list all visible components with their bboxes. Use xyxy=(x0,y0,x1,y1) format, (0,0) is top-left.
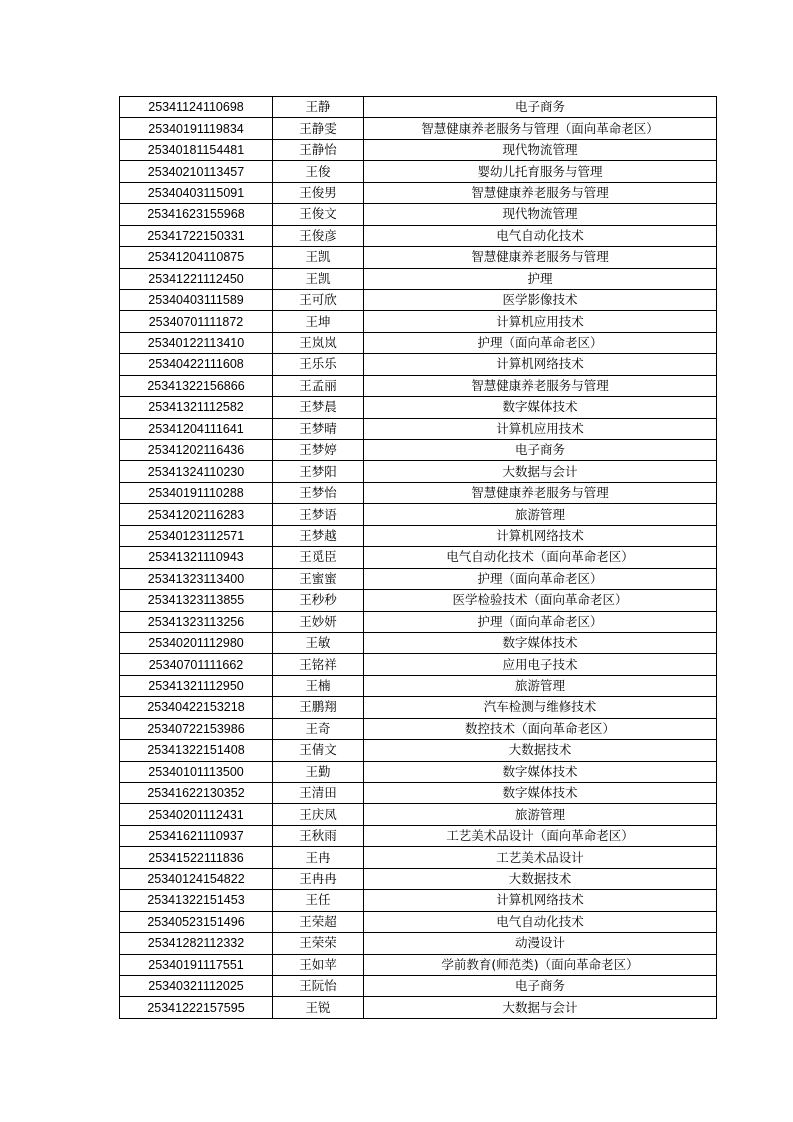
student-name-cell: 王敏 xyxy=(273,632,364,653)
table-row xyxy=(120,268,717,289)
table-row xyxy=(120,740,717,761)
major-cell: 计算机网络技术 xyxy=(364,525,717,546)
candidate-number-cell: 25341204110875 xyxy=(120,247,273,268)
major-cell: 计算机网络技术 xyxy=(364,354,717,375)
candidate-number-cell: 25341323113400 xyxy=(120,568,273,589)
student-name-cell: 王静 xyxy=(273,97,364,118)
candidate-number-cell: 25341622130352 xyxy=(120,783,273,804)
student-name-cell: 王凯 xyxy=(273,247,364,268)
table-row xyxy=(120,911,717,932)
table-row xyxy=(120,611,717,632)
student-name-cell: 王俊彦 xyxy=(273,225,364,246)
major-cell: 医学检验技术（面向革命老区） xyxy=(364,590,717,611)
candidate-number-cell: 25340123112571 xyxy=(120,525,273,546)
major-cell: 计算机应用技术 xyxy=(364,418,717,439)
major-cell: 护理（面向革命老区） xyxy=(364,611,717,632)
student-name-cell: 王坤 xyxy=(273,311,364,332)
table-row xyxy=(120,718,717,739)
table-row xyxy=(120,568,717,589)
candidate-number-cell: 25340210113457 xyxy=(120,161,273,182)
student-name-cell: 王俊文 xyxy=(273,204,364,225)
major-cell: 智慧健康养老服务与管理 xyxy=(364,247,717,268)
table-row xyxy=(120,311,717,332)
table-row xyxy=(120,332,717,353)
candidate-number-cell: 25341124110698 xyxy=(120,97,273,118)
major-cell: 旅游管理 xyxy=(364,504,717,525)
major-cell: 智慧健康养老服务与管理（面向革命老区） xyxy=(364,118,717,139)
student-name-cell: 王乐乐 xyxy=(273,354,364,375)
candidate-number-cell: 25340201112431 xyxy=(120,804,273,825)
table-row xyxy=(120,547,717,568)
candidate-number-cell: 25340191119834 xyxy=(120,118,273,139)
table-row xyxy=(120,525,717,546)
candidate-number-cell: 25340101113500 xyxy=(120,761,273,782)
major-cell: 数字媒体技术 xyxy=(364,397,717,418)
major-cell: 计算机应用技术 xyxy=(364,311,717,332)
major-cell: 婴幼儿托育服务与管理 xyxy=(364,161,717,182)
candidate-number-cell: 25341321112950 xyxy=(120,675,273,696)
student-name-cell: 王倩文 xyxy=(273,740,364,761)
major-cell: 学前教育(师范类)（面向革命老区） xyxy=(364,954,717,975)
candidate-number-cell: 25341623155968 xyxy=(120,204,273,225)
candidate-number-cell: 25341722150331 xyxy=(120,225,273,246)
table-row xyxy=(120,804,717,825)
table-row xyxy=(120,161,717,182)
roster-table-body xyxy=(120,97,717,1019)
student-name-cell: 王荣超 xyxy=(273,911,364,932)
table-row xyxy=(120,975,717,996)
student-name-cell: 王清田 xyxy=(273,783,364,804)
candidate-number-cell: 25341322151408 xyxy=(120,740,273,761)
major-cell: 大数据技术 xyxy=(364,740,717,761)
student-name-cell: 王俊 xyxy=(273,161,364,182)
major-cell: 医学影像技术 xyxy=(364,289,717,310)
student-name-cell: 王凯 xyxy=(273,268,364,289)
student-name-cell: 王静雯 xyxy=(273,118,364,139)
candidate-number-cell: 25340422111608 xyxy=(120,354,273,375)
table-row xyxy=(120,675,717,696)
table-row xyxy=(120,247,717,268)
candidate-number-cell: 25340191110288 xyxy=(120,482,273,503)
major-cell: 数字媒体技术 xyxy=(364,783,717,804)
student-name-cell: 王静怡 xyxy=(273,139,364,160)
major-cell: 动漫设计 xyxy=(364,933,717,954)
table-row xyxy=(120,440,717,461)
table-row xyxy=(120,654,717,675)
table-row xyxy=(120,225,717,246)
table-row xyxy=(120,97,717,118)
table-row xyxy=(120,590,717,611)
candidate-number-cell: 25341202116283 xyxy=(120,504,273,525)
table-row xyxy=(120,783,717,804)
major-cell: 现代物流管理 xyxy=(364,204,717,225)
table-row xyxy=(120,139,717,160)
candidate-number-cell: 25340701111872 xyxy=(120,311,273,332)
candidate-number-cell: 25340201112980 xyxy=(120,632,273,653)
student-name-cell: 王梦晴 xyxy=(273,418,364,439)
major-cell: 数字媒体技术 xyxy=(364,761,717,782)
major-cell: 电子商务 xyxy=(364,975,717,996)
candidate-number-cell: 25341324110230 xyxy=(120,461,273,482)
student-name-cell: 王冉 xyxy=(273,847,364,868)
student-name-cell: 王荣荣 xyxy=(273,933,364,954)
major-cell: 计算机网络技术 xyxy=(364,890,717,911)
major-cell: 电气自动化技术（面向革命老区） xyxy=(364,547,717,568)
student-name-cell: 王勤 xyxy=(273,761,364,782)
candidate-number-cell: 25341322151453 xyxy=(120,890,273,911)
candidate-number-cell: 25341321110943 xyxy=(120,547,273,568)
student-name-cell: 王任 xyxy=(273,890,364,911)
student-name-cell: 王孟丽 xyxy=(273,375,364,396)
candidate-number-cell: 25340722153986 xyxy=(120,718,273,739)
major-cell: 工艺美术品设计（面向革命老区） xyxy=(364,825,717,846)
student-name-cell: 王秋雨 xyxy=(273,825,364,846)
major-cell: 电子商务 xyxy=(364,440,717,461)
table-row xyxy=(120,461,717,482)
table-row xyxy=(120,933,717,954)
student-name-cell: 王妙妍 xyxy=(273,611,364,632)
candidate-number-cell: 25341522111836 xyxy=(120,847,273,868)
major-cell: 护理（面向革命老区） xyxy=(364,332,717,353)
major-cell: 旅游管理 xyxy=(364,675,717,696)
major-cell: 护理（面向革命老区） xyxy=(364,568,717,589)
candidate-number-cell: 25340422153218 xyxy=(120,697,273,718)
candidate-number-cell: 25341321112582 xyxy=(120,397,273,418)
major-cell: 应用电子技术 xyxy=(364,654,717,675)
major-cell: 大数据与会计 xyxy=(364,461,717,482)
table-row xyxy=(120,825,717,846)
table-row xyxy=(120,204,717,225)
candidate-number-cell: 25341621110937 xyxy=(120,825,273,846)
student-name-cell: 王秒秒 xyxy=(273,590,364,611)
candidate-number-cell: 25341322156866 xyxy=(120,375,273,396)
table-row xyxy=(120,418,717,439)
candidate-number-cell: 25340191117551 xyxy=(120,954,273,975)
major-cell: 工艺美术品设计 xyxy=(364,847,717,868)
major-cell: 智慧健康养老服务与管理 xyxy=(364,375,717,396)
student-name-cell: 王梦阳 xyxy=(273,461,364,482)
table-row xyxy=(120,504,717,525)
major-cell: 电气自动化技术 xyxy=(364,225,717,246)
student-name-cell: 王梦越 xyxy=(273,525,364,546)
student-name-cell: 王可欣 xyxy=(273,289,364,310)
student-name-cell: 王锐 xyxy=(273,997,364,1018)
student-name-cell: 王俊男 xyxy=(273,182,364,203)
candidate-number-cell: 25340403111589 xyxy=(120,289,273,310)
table-row xyxy=(120,847,717,868)
candidate-number-cell: 25341282112332 xyxy=(120,933,273,954)
candidate-number-cell: 25340122113410 xyxy=(120,332,273,353)
table-row xyxy=(120,182,717,203)
major-cell: 现代物流管理 xyxy=(364,139,717,160)
table-row xyxy=(120,761,717,782)
table-row xyxy=(120,397,717,418)
table-row xyxy=(120,868,717,889)
table-row xyxy=(120,954,717,975)
candidate-number-cell: 25341323113855 xyxy=(120,590,273,611)
student-name-cell: 王岚岚 xyxy=(273,332,364,353)
major-cell: 数字媒体技术 xyxy=(364,632,717,653)
candidate-number-cell: 25340124154822 xyxy=(120,868,273,889)
student-name-cell: 王奇 xyxy=(273,718,364,739)
table-row xyxy=(120,697,717,718)
major-cell: 智慧健康养老服务与管理 xyxy=(364,482,717,503)
candidate-number-cell: 25341222157595 xyxy=(120,997,273,1018)
table-row xyxy=(120,632,717,653)
major-cell: 大数据技术 xyxy=(364,868,717,889)
student-name-cell: 王庆凤 xyxy=(273,804,364,825)
table-row xyxy=(120,289,717,310)
major-cell: 大数据与会计 xyxy=(364,997,717,1018)
candidate-number-cell: 25341204111641 xyxy=(120,418,273,439)
student-name-cell: 王梦晨 xyxy=(273,397,364,418)
major-cell: 汽车检测与维修技术 xyxy=(364,697,717,718)
student-name-cell: 王梦婷 xyxy=(273,440,364,461)
major-cell: 旅游管理 xyxy=(364,804,717,825)
student-name-cell: 王梦语 xyxy=(273,504,364,525)
candidate-number-cell: 25340403115091 xyxy=(120,182,273,203)
student-name-cell: 王鹏翔 xyxy=(273,697,364,718)
candidate-number-cell: 25341221112450 xyxy=(120,268,273,289)
student-name-cell: 王阮怡 xyxy=(273,975,364,996)
candidate-number-cell: 25340523151496 xyxy=(120,911,273,932)
student-name-cell: 王梦怡 xyxy=(273,482,364,503)
admission-roster-table xyxy=(119,96,717,1019)
table-row xyxy=(120,890,717,911)
student-name-cell: 王楠 xyxy=(273,675,364,696)
major-cell: 电气自动化技术 xyxy=(364,911,717,932)
table-row xyxy=(120,482,717,503)
candidate-number-cell: 25340181154481 xyxy=(120,139,273,160)
student-name-cell: 王如苹 xyxy=(273,954,364,975)
candidate-number-cell: 25341323113256 xyxy=(120,611,273,632)
candidate-number-cell: 25341202116436 xyxy=(120,440,273,461)
table-row xyxy=(120,354,717,375)
major-cell: 电子商务 xyxy=(364,97,717,118)
major-cell: 智慧健康养老服务与管理 xyxy=(364,182,717,203)
student-name-cell: 王铭祥 xyxy=(273,654,364,675)
major-cell: 数控技术（面向革命老区） xyxy=(364,718,717,739)
student-name-cell: 王蜜蜜 xyxy=(273,568,364,589)
student-name-cell: 王冉冉 xyxy=(273,868,364,889)
table-row xyxy=(120,118,717,139)
candidate-number-cell: 25340321112025 xyxy=(120,975,273,996)
candidate-number-cell: 25340701111662 xyxy=(120,654,273,675)
major-cell: 护理 xyxy=(364,268,717,289)
table-row xyxy=(120,375,717,396)
student-name-cell: 王觅臣 xyxy=(273,547,364,568)
table-row xyxy=(120,997,717,1018)
